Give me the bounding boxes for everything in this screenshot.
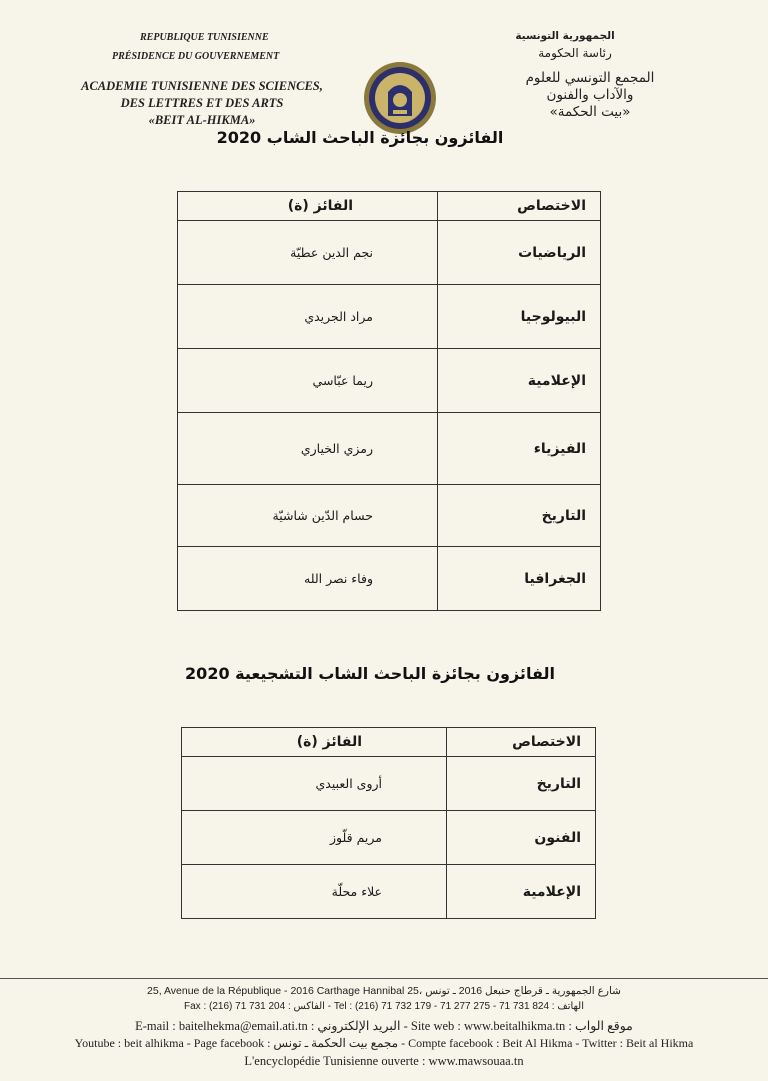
- winner-cell: نجم الدين عطيّة: [178, 221, 438, 285]
- academy-emblem-logo: [362, 60, 438, 136]
- winner-cell: مراد الجريدي: [178, 285, 438, 349]
- table-row: [178, 349, 601, 413]
- winner-cell: علاء محلّة: [182, 865, 447, 919]
- ar-academy-line2: والآداب والفنون: [546, 87, 634, 103]
- col-winner-header: الفائز (ة): [178, 192, 438, 221]
- fr-academy-line1: ACADEMIE TUNISIENNE DES SCIENCES,: [81, 79, 323, 93]
- footer-social: Youtube : beit alhikma - Page facebook : مجمع بيت الحكمة ـ تونس - Compte facebook : Beit Al Hikma - Twitter : Beit al Hikma: [74, 1036, 694, 1050]
- winner-cell: وفاء نصر الله: [178, 547, 438, 611]
- table-row: [178, 413, 601, 485]
- fr-academy-line3: «BEIT AL-HIKMA»: [148, 113, 256, 127]
- col-field-header: الاختصاص: [438, 192, 601, 221]
- ar-academy-line3: «بيت الحكمة»: [549, 104, 631, 120]
- footer-divider: [0, 978, 768, 979]
- winner-cell: ريما عبّاسي: [178, 349, 438, 413]
- table-row: [178, 221, 601, 285]
- table-row: [178, 547, 601, 611]
- ar-academy-line1: المجمع التونسي للعلوم: [525, 70, 655, 86]
- footer-address: 25, Avenue de la République - 2016 Carthage Hannibal 25، شارع الجمهورية ـ قرطاج حنبعل 2016 ـ تونس: [147, 985, 621, 997]
- footer-encyclopedia: L'encyclopédie Tunisienne ouverte : www.mawsouaa.tn: [244, 1054, 524, 1068]
- field-cell: الجغرافيا: [438, 547, 601, 611]
- field-cell: الإعلامية: [447, 865, 596, 919]
- col-field-header: الاختصاص: [447, 728, 596, 757]
- table-header-row: [182, 728, 596, 757]
- section2-title: الفائزون بجائزة الباحث الشاب التشجيعية 2020: [185, 664, 555, 683]
- table-row: [182, 865, 596, 919]
- winner-cell: رمزي الخياري: [178, 413, 438, 485]
- section2-table: [181, 727, 596, 919]
- ar-republic: الجمهورية التونسية: [515, 30, 615, 42]
- ar-academy-block: [470, 70, 710, 121]
- footer-email: E-mail : baitelhekma@email.ati.tn : البريد الإلكتروني - Site web : www.beitalhikma.tn : موقع الواب: [135, 1019, 633, 1033]
- footer-phones: Fax : (216) 71 731 204 : الفاكس - Tel : (216) 71 732 179 - 71 277 275 - 71 731 824 : الهاتف: [184, 1001, 584, 1012]
- fr-academy-line2: DES LETTRES ET DES ARTS: [120, 96, 284, 110]
- section1-title: الفائزون بجائزة الباحث الشاب 2020: [216, 128, 504, 147]
- fr-academy-block: [76, 78, 328, 129]
- winner-cell: حسام الدّين شاشيّة: [178, 485, 438, 547]
- field-cell: البيولوجيا: [438, 285, 601, 349]
- fr-republic: REPUBLIQUE TUNISIENNE: [140, 32, 269, 43]
- winner-cell: مريم قلّوز: [182, 811, 447, 865]
- table-row: [182, 811, 596, 865]
- table-row: [178, 285, 601, 349]
- field-cell: التاريخ: [447, 757, 596, 811]
- section1-table: [177, 191, 601, 611]
- table-row: [182, 757, 596, 811]
- winner-cell: أروى العبيدي: [182, 757, 447, 811]
- fr-presidence: PRÉSIDENCE DU GOUVERNEMENT: [112, 51, 280, 62]
- col-winner-header: الفائز (ة): [182, 728, 447, 757]
- table-row: [178, 485, 601, 547]
- field-cell: الإعلامية: [438, 349, 601, 413]
- field-cell: الفنون: [447, 811, 596, 865]
- field-cell: التاريخ: [438, 485, 601, 547]
- table-header-row: [178, 192, 601, 221]
- field-cell: الرياضيات: [438, 221, 601, 285]
- field-cell: الفيزياء: [438, 413, 601, 485]
- ar-presidence: رئاسة الحكومة: [538, 46, 612, 60]
